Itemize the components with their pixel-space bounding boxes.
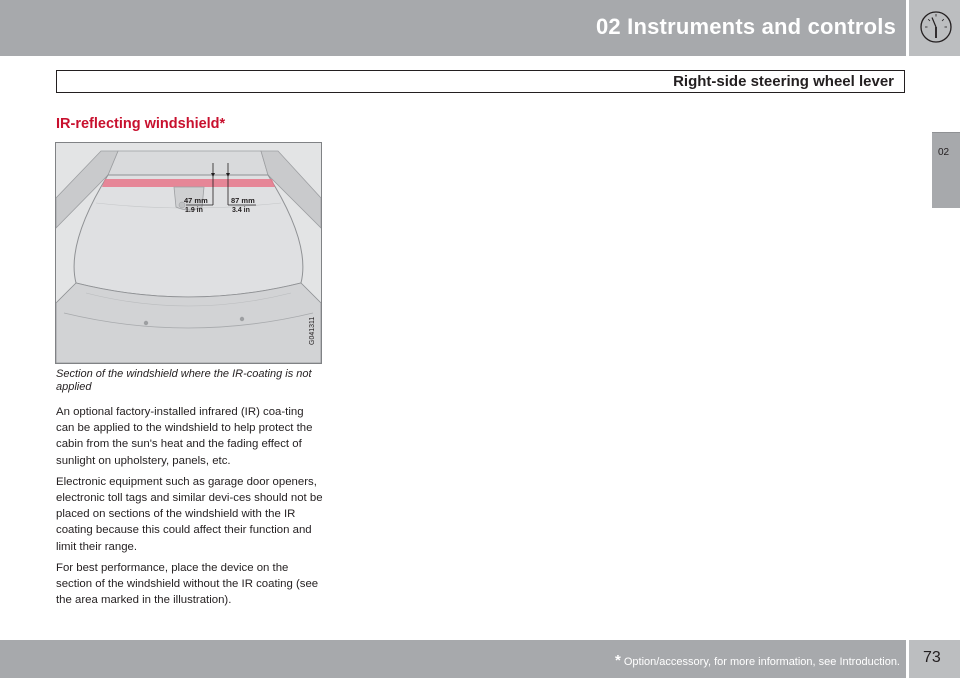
chapter-tab-label: 02: [938, 147, 950, 158]
chapter-tab[interactable]: [932, 132, 960, 208]
dim-left-in: 1.9 in: [185, 207, 203, 214]
footnote-asterisk: *: [614, 652, 621, 669]
header-band: [0, 0, 960, 56]
chapter-title: 02 Instruments and controls: [595, 14, 896, 39]
dim-right-in: 3.4 in: [232, 207, 250, 214]
section-title: Right-side steering wheel lever: [673, 73, 894, 90]
paragraph: For best performance, place the device on the section of the windshield without the IR coating (see the area marked in the illustration).: [56, 561, 319, 607]
figure-code: G041311: [309, 316, 316, 345]
windshield-illustration: [55, 142, 322, 364]
gauge-icon-box: [906, 0, 960, 56]
dim-right-mm: 87 mm: [231, 196, 255, 205]
paragraph: Electronic equipment such as garage door openers, electronic toll tags and similar devi-ces should not be placed on sections of the windshield with the IR coating because this could affect their function and limit their range.: [56, 475, 323, 553]
article-body: [56, 404, 324, 613]
dim-left-mm: 47 mm: [184, 196, 208, 205]
footnote: [615, 652, 900, 669]
figure-caption: Section of the windshield where the IR-coating is not applied: [56, 368, 312, 393]
footnote-text: Option/accessory, for more information, see Introduction.: [623, 656, 900, 668]
footer-band: [0, 640, 960, 678]
paragraph: An optional factory-installed infrared (IR) coa-ting can be applied to the windshield to help protect the cabin from the sun's heat and the fading effect of sunlight on upholstery, panels, etc.: [56, 406, 313, 467]
page-number: 73: [923, 649, 941, 666]
section-bar: [56, 70, 905, 93]
windshield-drawing: [56, 143, 321, 363]
gauge-icon: [919, 10, 953, 44]
page-number-box: [906, 640, 960, 678]
article-heading: IR-reflecting windshield*: [56, 116, 226, 132]
